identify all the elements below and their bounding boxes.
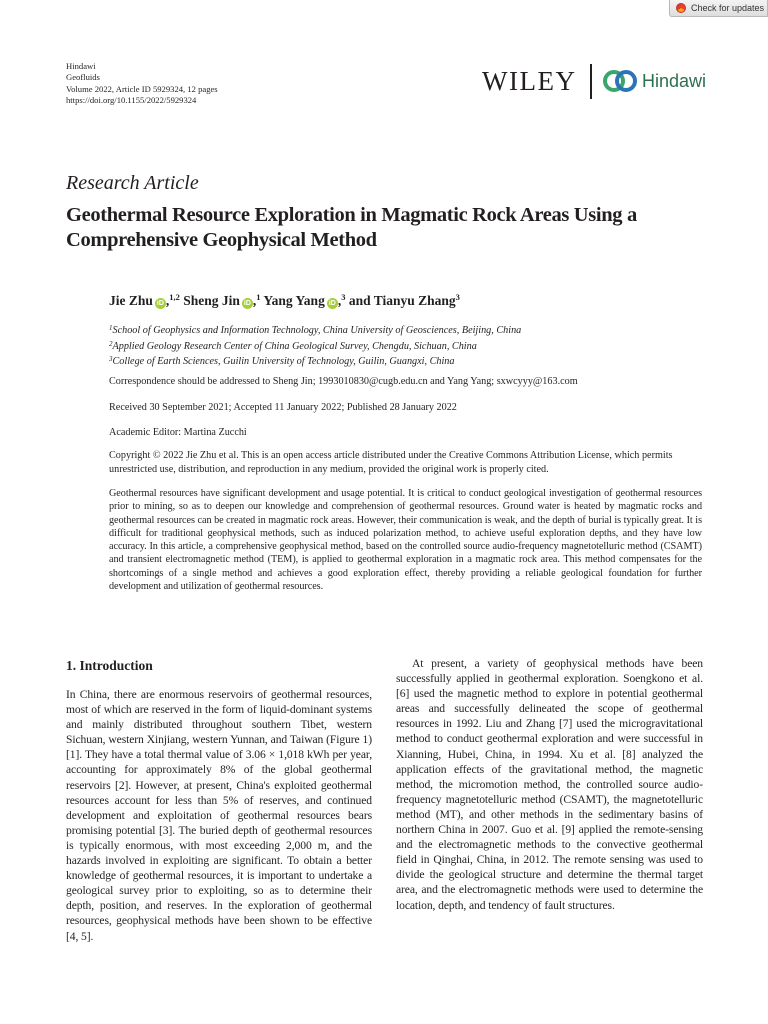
copyright-notice: Copyright © 2022 Jie Zhu et al. This is an open access article distributed under the Creative Commons Attribution License, which permits unrestricted use, distribution, and reproduction in any medium, provided the original work is properly cited. <box>109 450 673 475</box>
volume-info: Volume 2022, Article ID 5929324, 12 pages <box>66 83 218 94</box>
affiliation-number: 1 <box>109 324 113 332</box>
check-for-updates-button[interactable] <box>669 0 768 17</box>
author-affiliation-marker: 1,2 <box>169 292 180 302</box>
author-list: Jie Zhu iD ,$^{1,2}$ Sheng Jin iD ,$^1$ Yang Yang iD ,$^3$ and Tianyu Zhang$^3$ <box>109 292 460 308</box>
author-affiliation-marker: 3 <box>455 292 460 302</box>
article-type: Research Article <box>66 172 199 194</box>
affiliation <box>109 338 521 354</box>
hindawi-logo-text: Hindawi <box>642 71 707 91</box>
publication-dates: Received 30 September 2021; Accepted 11 January 2022; Published 28 January 2022 <box>109 402 457 413</box>
correspondence: Correspondence should be addressed to Sheng Jin; 1993010830@cugb.edu.cn and Yang Yang; sxwcyyy@163.com <box>109 376 578 387</box>
author-affiliation-marker: 1 <box>256 292 261 302</box>
affiliation-number: 2 <box>109 339 113 348</box>
author-name: Jie Zhu <box>109 293 153 308</box>
author-affiliation-marker: 3 <box>341 292 346 302</box>
author-name: Sheng Jin <box>183 293 240 308</box>
publisher-name: Hindawi <box>66 61 96 71</box>
affiliation <box>109 322 521 338</box>
hindawi-logo-icon <box>602 69 638 93</box>
wiley-logo: WILEY <box>482 66 577 96</box>
logo-divider <box>590 64 592 99</box>
crossmark-icon <box>676 3 686 13</box>
journal-meta <box>66 61 218 106</box>
intro-paragraph-left: In China, there are enormous reservoirs of geothermal resources, most of which are reserved in the form of liquid-dominant systems and mainly distributed throughout southern Tibet, western Sichuan, western Xinjiang, western Yunnan, and Taiwan (Figure 1) [1]. They have a total thermal value of 3.06 × 1,018 kWh per year, accounting for approximately 8% of the global geothermal reservoirs [2]. However, at present, China's exploited geothermal resources account for less than 5% of reserves, and continued development and exploitation of geothermal resources bears promising potential [3]. The buried depth of geothermal resources is typically enormous, with most exceeding 2,000 m, and the hazards involved in exploiting are significant. To obtain a better knowledge of geothermal resources, it is important to undertake a geological survey prior to exploiting, so as to determine their depth, position, and reserves. In the exploration of geothermal resources, geophysical methods have been shown to be effective [4, 5]. <box>66 688 372 943</box>
affiliation-text: College of Earth Sciences, Guilin University of Technology, Guilin, Guangxi, China <box>112 356 455 368</box>
orcid-icon[interactable]: iD <box>243 300 251 307</box>
affiliation-text: Applied Geology Research Center of China Geological Survey, Chengdu, Sichuan, China <box>112 340 477 352</box>
section-heading: 1. Introduction <box>66 658 153 673</box>
abstract: Geothermal resources have significant development and usage potential. It is critical to conduct geological investigation of geothermal resources prior to mining, so as to deepen our knowledge and comprehension of geothermal resources. Ground water is heated by magmatic rocks and geothermal resources can be created in magmatic rock areas. However, their communication is weak, and the depth of burial is typically great. It is difficult for traditional geophysical methods, such as induced polarization method, to achieve useful exploration depths, and they have low accuracy. In this article, a comprehensive geophysical method, based on the controlled source audio-frequency magnetotelluric method (CSAMT) and transient electromagnetic method (TEM), is applied to geothermal exploration in a magmatic rock area. This method compensates for the shortcomings of a single method and achieves a good exploration effect, thereby providing a reliable geological foundation for further development and utilization of geothermal resources. <box>109 488 702 593</box>
orcid-icon[interactable]: iD <box>156 300 164 307</box>
journal-name: Geofluids <box>66 72 100 83</box>
article-title: Geothermal Resource Exploration in Magmatic Rock Areas Using a Comprehensive Geophysical Method <box>66 204 637 251</box>
academic-editor: Academic Editor: Martina Zucchi <box>109 427 247 438</box>
affiliation-list <box>109 322 521 369</box>
affiliation-number: 3 <box>109 355 113 364</box>
intro-paragraph-right: At present, a variety of geophysical methods have been successfully applied in geothermal exploration. Soengkono et al. [6] used the magnetic method to explore in potential geothermal areas and successfully delineated the scope of geothermal resources in 1992. Liu and Zhang [7] used the microgravitational method to conduct geothermal exploration and were successful in Xianning, Hubei, China, in 1994. Xu et al. [8] analyzed the application effects of the gravitational method, the magnetic method, the micromotion method, the controlled source audio-frequency magnetotelluric method (CSAMT), the magnetotelluric method (MT), and other methods in the sedimentary basins of northern China in 2007. Guo et al. [9] applied the remote-sensing and the electromagnetic methods to the convective geothermal field in Qinghai, China, in 2012. The remote sensing was used to divide the geological structure and determine the thermal target area, and the electromagnetic methods were used to determine the location, depth, and tendency of fault structures. <box>396 657 703 912</box>
author-name: Yang Yang <box>263 293 325 308</box>
check-for-updates-label: Check for updates <box>691 3 765 13</box>
affiliation <box>109 353 521 369</box>
author-name: Tianyu Zhang <box>373 293 456 308</box>
orcid-icon[interactable]: iD <box>328 300 336 307</box>
affiliation-text: School of Geophysics and Information Technology, China University of Geosciences, Beijing, China <box>112 325 522 336</box>
doi-link[interactable]: https://doi.org/10.1155/2022/5929324 <box>66 94 197 105</box>
